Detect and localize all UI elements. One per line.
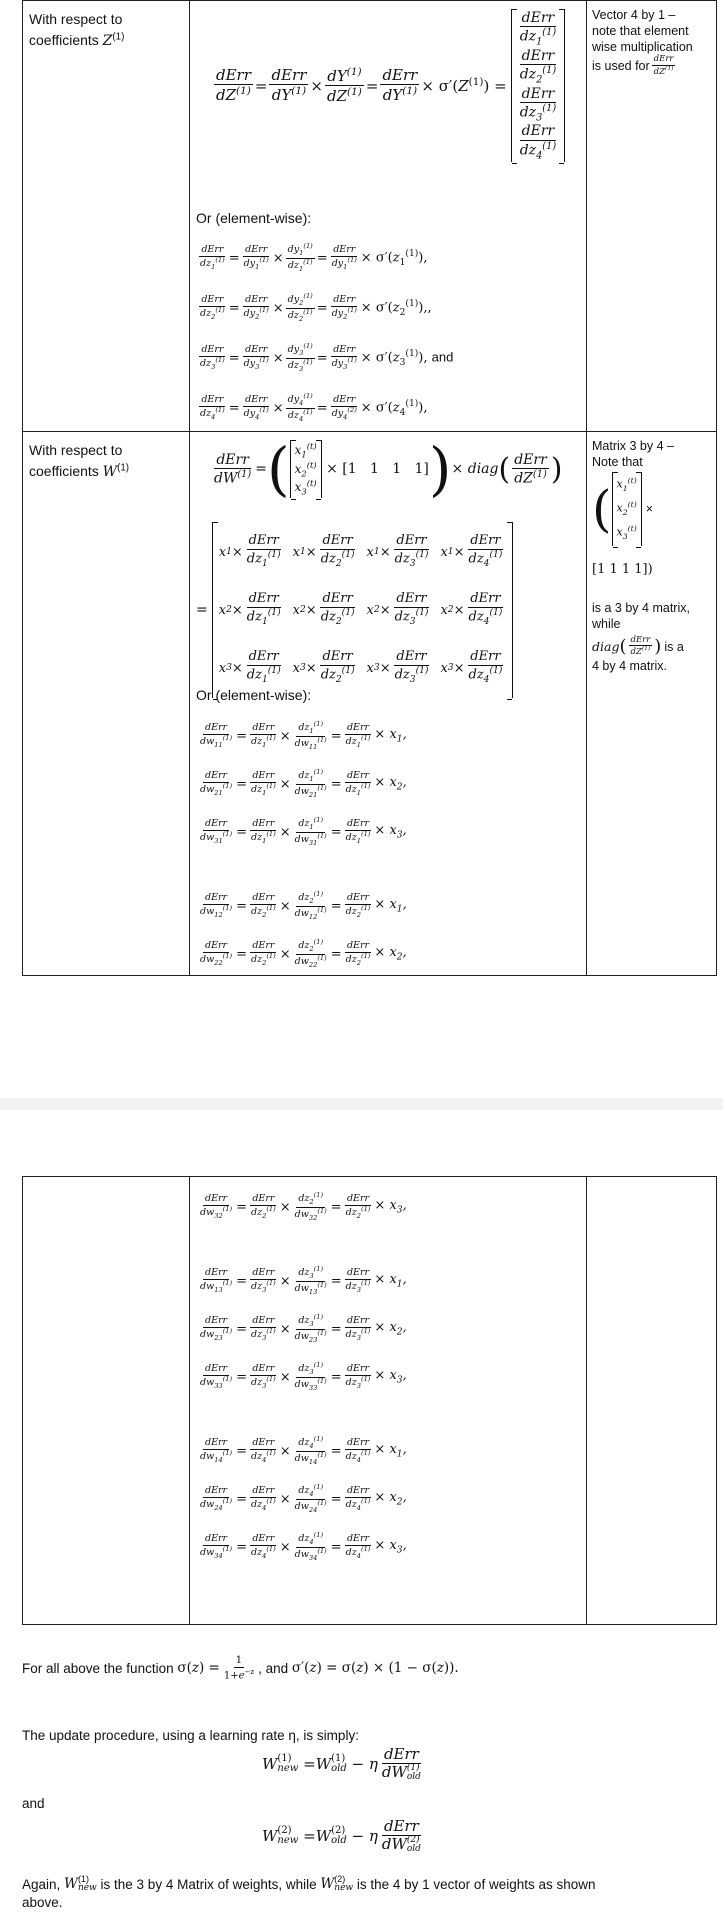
w-or-label: Or (element-wise): (196, 687, 312, 703)
page-2 (0, 1110, 723, 1920)
z-row-label: With respect to coefficients $Z^{(1)}$ (23, 1, 190, 432)
update-eq-w1: W (1) new = W (1) old − η dErr dW (1) old (262, 1745, 421, 1783)
z-note-line4: is used for $\frac{\text{dErr}}{dZ^{(1)}}$ (592, 54, 674, 77)
w-note-diag: diag ( $\frac{\text{dErr}}{dZ^{(1)}}$ ) is a (592, 634, 684, 658)
derivation-table-top (22, 0, 717, 976)
update-eq-w2: W (2) new = W (2) old − η dErr dW (2) old (262, 1817, 421, 1855)
w-row-label: With respect to coefficients $W^{(1)}$ (23, 432, 190, 976)
row-w-continued (23, 1177, 717, 1625)
z-note-line3: wise multiplication (592, 40, 693, 54)
w-row-note (587, 432, 717, 976)
z-element-eqs: $\frac{\text{dErr}}{dz_1^{(1)}}$ = $\frac{\text{dErr}}{dy_1^{(1)}}$ × $\frac{dy_1^{(1)}}{dz_1^{(1)}}$ = $\frac{\text{dErr}}{dy_1^{(1)}}$ × $\sigma'(z_1^{(1)})$, $\frac{\text{dErr}}{dz_2^{(1)}}$ = $\frac{\text{dErr}}{dy_2^{(1)}}$ × $\frac{dy_2^{(1)}}{dz_2^{(1)}}$ = $\frac{\text{dErr}}{dy_2^{(1)}}$ × $\sigma'(z_2^{(1)})$,, $\frac{\text{dErr}}{dz_3^{(1)}}$ = $\frac{\text{dErr}}{dy_3^{(1)}}$ × $\frac{dy_3^{(1)}}{dz_3^{(1)}}$ = $\frac{\text{dErr}}{dy_3^{(1)}}$ × $\sigma'(z_3^{(1)})$, and $\frac{\text{dErr}}{dz_4^{(1)}}$ = $\frac{\text{dErr}}{dy_4^{(1)}}$ × $\frac{dy_4^{(1)}}{dz_4^{(1)}}$ = $\frac{\text{dErr}}{dy_4^{(2)}}$ × $\sigma'(z_4^{(1)})$, (200, 241, 454, 423)
w-row-derivation (190, 432, 587, 976)
w-element-equation: $\frac{\text{dErr}}{dw_{13}^{(1)}}$ = $\frac{\text{dErr}}{dz_3^{(1)}}$ × $\frac{dz_3^{(1)}}{dw_{13}^{(1)}}$ = $\frac{\text{dErr}}{dz_3^{(1)}}$ × $x_1$, (200, 1264, 407, 1296)
sigma-definition: For all above the function σ(z) = $\frac{1}{1+e^{-z}}$ , and σ′(z) = σ(z) × (1 − σ(z)). (22, 1655, 459, 1681)
continued-empty-label (23, 1177, 190, 1625)
and-label: and (22, 1796, 45, 1811)
w-element-equation: $\frac{\text{dErr}}{dw_{23}^{(1)}}$ = $\frac{\text{dErr}}{dz_3^{(1)}}$ × $\frac{dz_3^{(1)}}{dw_{23}^{(1)}}$ = $\frac{\text{dErr}}{dz_3^{(1)}}$ × $x_2$, (200, 1312, 407, 1344)
w-note-line1: Matrix 3 by 4 – (592, 439, 674, 453)
w-note-line2: Note that (592, 455, 643, 469)
w-element-equation: $\frac{\text{dErr}}{dw_{11}^{(1)}}$ = $\frac{\text{dErr}}{dz_1^{(1)}}$ × $\frac{dz_1^{(1)}}{dw_{11}^{(1)}}$ = $\frac{\text{dErr}}{dz_1^{(1)}}$ × $x_1$, (200, 719, 407, 751)
row-z-coefficients (23, 1, 717, 432)
w-expanded-matrix: = x 1 × $\frac{\text{dErr}}{dz_1^{(1)}}$ x 1 × $\frac{\text{dErr}}{dz_2^{(1)}}$ x 1 × $\frac{\text{dErr}}{dz_3^{(1)}}$ x 1 × $\frac{\text{dErr}}{dz_4^{(1)}}$ x 2 × $\frac{\text{dErr}}{dz_1^{(1)}}$ x 2 × $\frac{\text{dErr}}{dz_2^{(1)}}$ x 2 × $\frac{\text{dErr}}{dz_3^{(1)}}$ x 2 × $\frac{\text{dErr}}{dz_4^{(1)}}$ x 3 × $\frac{\text{dErr}}{dz_1^{(1)}}$ x 3 × $\frac{\text{dErr}}{dz_2^{(1)}}$ x 3 × $\frac{\text{dErr}}{dz_3^{(1)}}$ x 3 × $\frac{\text{dErr}}{dz_4^{(1)}}$ (196, 522, 513, 698)
w-row-derivation-continued (190, 1177, 587, 1625)
w-note-matrix: ( $x_1^{(t)}$ $x_2^{(t)}$ $x_3^{(t)}$ × (592, 472, 711, 546)
w-note-line3: is a 3 by 4 matrix, (592, 600, 690, 615)
w-element-eqs-part2 (196, 1183, 407, 1571)
w-note-line4: while (592, 616, 621, 631)
z-note-line1: Vector 4 by 1 – (592, 8, 676, 22)
w-element-equation: $\frac{\text{dErr}}{dw_{24}^{(1)}}$ = $\frac{\text{dErr}}{dz_4^{(1)}}$ × $\frac{dz_4^{(1)}}{dw_{24}^{(1)}}$ = $\frac{\text{dErr}}{dz_4^{(1)}}$ × $x_2$, (200, 1482, 407, 1514)
w-element-equation: $\frac{\text{dErr}}{dw_{12}^{(1)}}$ = $\frac{\text{dErr}}{dz_2^{(1)}}$ × $\frac{dz_2^{(1)}}{dw_{12}^{(1)}}$ = $\frac{\text{dErr}}{dz_2^{(1)}}$ × $x_1$, (200, 889, 407, 921)
w-element-equation: $\frac{\text{dErr}}{dw_{33}^{(1)}}$ = $\frac{\text{dErr}}{dz_3^{(1)}}$ × $\frac{dz_3^{(1)}}{dw_{33}^{(1)}}$ = $\frac{\text{dErr}}{dz_3^{(1)}}$ × $x_3$, (200, 1360, 407, 1392)
w-element-equation: $\frac{\text{dErr}}{dw_{22}^{(1)}}$ = $\frac{\text{dErr}}{dz_2^{(1)}}$ × $\frac{dz_2^{(1)}}{dw_{22}^{(1)}}$ = $\frac{\text{dErr}}{dz_2^{(1)}}$ × $x_2$, (200, 937, 407, 969)
w-element-equation: $\frac{\text{dErr}}{dw_{32}^{(1)}}$ = $\frac{\text{dErr}}{dz_2^{(1)}}$ × $\frac{dz_2^{(1)}}{dw_{32}^{(1)}}$ = $\frac{\text{dErr}}{dz_2^{(1)}}$ × $x_3$, (200, 1190, 407, 1222)
z-main-equation: $\frac{\text{dErr}}{dZ^{(1)}}$ = $\frac{\text{dErr}}{dY^{(1)}}$ × $\frac{dY^{(1)}}{dZ^{(1)}}$ = $\frac{\text{dErr}}{dY^{(1)}}$ × $\sigma'(Z^{(1)})$ = $\frac{\text{dErr}}{dz_1^{(1)}}$ $\frac{\text{dErr}}{dz_2^{(1)}}$ $\frac{\text{dErr}}{dz_3^{(1)}}$ $\frac{\text{dErr}}{dz_4^{(1)}}$ (212, 9, 565, 162)
z-row-derivation (190, 1, 587, 432)
again-line2: above. (22, 1895, 63, 1910)
z-note-line2: note that element (592, 24, 689, 38)
row-w-coefficients (23, 432, 717, 976)
z-row-note (587, 1, 717, 432)
w-note-rowvec: [1 1 1 1]) (592, 561, 653, 577)
w-element-equation: $\frac{\text{dErr}}{dw_{21}^{(1)}}$ = $\frac{\text{dErr}}{dz_1^{(1)}}$ × $\frac{dz_1^{(1)}}{dw_{21}^{(1)}}$ = $\frac{\text{dErr}}{dz_1^{(1)}}$ × $x_2$, (200, 767, 407, 799)
update-intro: The update procedure, using a learning rate η, is simply: (22, 1728, 359, 1743)
w-element-equation: $\frac{\text{dErr}}{dw_{34}^{(1)}}$ = $\frac{\text{dErr}}{dz_4^{(1)}}$ × $\frac{dz_4^{(1)}}{dw_{34}^{(1)}}$ = $\frac{\text{dErr}}{dz_4^{(1)}}$ × $x_3$, (200, 1530, 407, 1562)
w-main-equation: $\frac{\text{dErr}}{dW^{(1)}}$ = ( $x_1^{(t)}$ $x_2^{(t)}$ $x_3^{(t)}$ × [1 1 1 1] ) × diag ( $\frac{\text{dErr}}{dZ^{(1)}}$ ) (214, 435, 563, 503)
derivation-table-bottom (22, 1176, 717, 1625)
w-element-equation: $\frac{\text{dErr}}{dw_{14}^{(1)}}$ = $\frac{\text{dErr}}{dz_4^{(1)}}$ × $\frac{dz_4^{(1)}}{dw_{14}^{(1)}}$ = $\frac{\text{dErr}}{dz_4^{(1)}}$ × $x_1$, (200, 1434, 407, 1466)
w-note-line5: 4 by 4 matrix. (592, 658, 668, 673)
again-line1: Again, W (1) new is the 3 by 4 Matrix of weights, while W (2) new is the 4 by 1 vector of weights as shown (22, 1874, 596, 1893)
w-element-eqs-part1 (196, 712, 407, 978)
page-separator (0, 1098, 723, 1110)
continued-empty-note (587, 1177, 717, 1625)
w-element-equation: $\frac{\text{dErr}}{dw_{31}^{(1)}}$ = $\frac{\text{dErr}}{dz_1^{(1)}}$ × $\frac{dz_1^{(1)}}{dw_{31}^{(1)}}$ = $\frac{\text{dErr}}{dz_1^{(1)}}$ × $x_3$, (200, 815, 407, 847)
z-or-label: Or (element-wise): (196, 210, 312, 226)
